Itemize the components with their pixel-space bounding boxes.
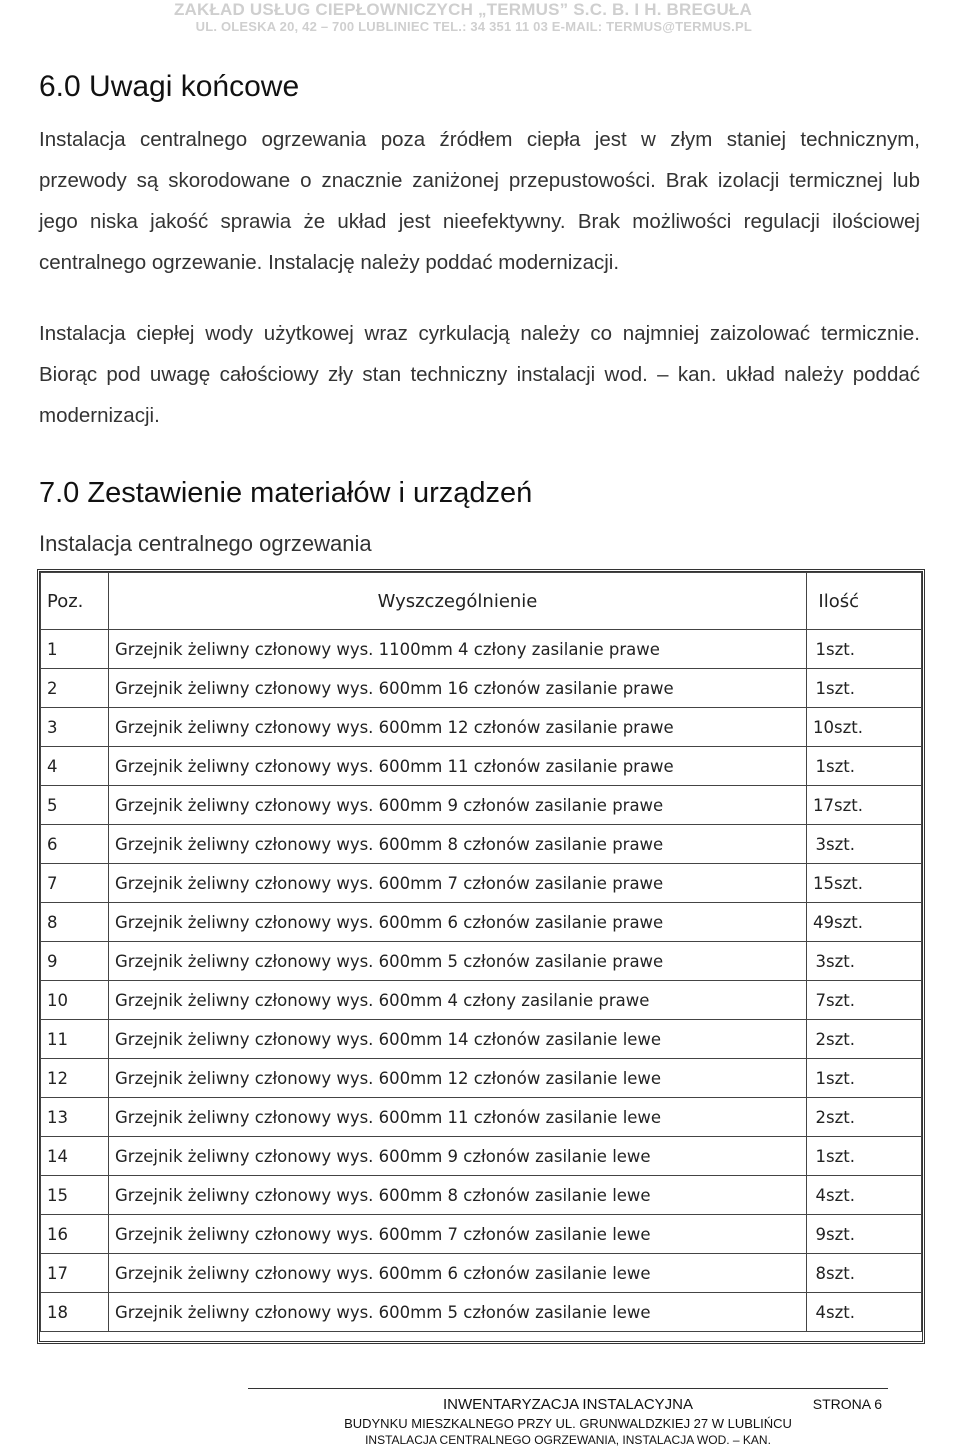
cell-description: Grzejnik żeliwny członowy wys. 600mm 8 członów zasilanie prawe xyxy=(109,825,807,864)
cell-quantity: 1szt. xyxy=(807,747,922,786)
cell-quantity: 3szt. xyxy=(807,942,922,981)
table-row xyxy=(41,864,922,903)
cell-description: Grzejnik żeliwny członowy wys. 600mm 14 członów zasilanie lewe xyxy=(109,1020,807,1059)
cell-quantity: 1szt. xyxy=(807,669,922,708)
cell-quantity: 10szt. xyxy=(807,708,922,747)
table-row xyxy=(41,630,922,669)
table-row xyxy=(41,1293,922,1332)
cell-position: 1 xyxy=(41,630,109,669)
cell-quantity: 17szt. xyxy=(807,786,922,825)
cell-description: Grzejnik żeliwny członowy wys. 600mm 11 członów zasilanie lewe xyxy=(109,1098,807,1137)
section-6-paragraph-2: Instalacja ciepłej wody użytkowej wraz cyrkulacją należy co najmniej zaizolować termicznie. Biorąc pod uwagę całościowy zły stan techniczny instalacji wod. – kan. układ należy poddać modernizacji. xyxy=(39,322,920,427)
cell-description: Grzejnik żeliwny członowy wys. 600mm 5 członów zasilanie lewe xyxy=(109,1293,807,1332)
cell-quantity: 9szt. xyxy=(807,1215,922,1254)
cell-description: Grzejnik żeliwny członowy wys. 600mm 8 członów zasilanie lewe xyxy=(109,1176,807,1215)
cell-quantity: 8szt. xyxy=(807,1254,922,1293)
cell-description: Grzejnik żeliwny członowy wys. 600mm 9 członów zasilanie lewe xyxy=(109,1137,807,1176)
cell-quantity: 1szt. xyxy=(807,1059,922,1098)
cell-position: 3 xyxy=(41,708,109,747)
cell-description: Grzejnik żeliwny członowy wys. 600mm 7 członów zasilanie lewe xyxy=(109,1215,807,1254)
cell-position: 8 xyxy=(41,903,109,942)
footer-building: BUDYNKU MIESZKALNEGO PRZY UL. GRUNWALDZKIEJ 27 W LUBLIŃCU xyxy=(344,1416,792,1431)
section-7-title: 7.0 Zestawienie materiałów i urządzeń xyxy=(39,477,533,509)
table-row xyxy=(41,1098,922,1137)
page-number: STRONA 6 xyxy=(812,1396,882,1412)
table-body xyxy=(41,630,922,1332)
section-6-paragraph-1: Instalacja centralnego ogrzewania poza źródłem ciepła jest w złym staniej technicznym, przewody są skorodowane o znacznie zaniżonej przepustowości. Brak izolacji termicznej lub jego niska jakość sprawia że układ jest nieefektywny. Brak możliwości regulacji ilościowej centralnego ogrzewanie. Instalację należy poddać modernizacji. xyxy=(39,128,920,274)
cell-quantity: 7szt. xyxy=(807,981,922,1020)
table-row xyxy=(41,1059,922,1098)
table-row xyxy=(41,747,922,786)
footer-document-title: INWENTARYZACJA INSTALACYJNA xyxy=(442,1396,694,1413)
cell-description: Grzejnik żeliwny członowy wys. 600mm 4 człony zasilanie prawe xyxy=(109,981,807,1020)
table-row xyxy=(41,981,922,1020)
footer-scope: INSTALACJA CENTRALNEGO OGRZEWANIA, INSTALACJA WOD. – KAN. xyxy=(365,1433,771,1447)
cell-description: Grzejnik żeliwny członowy wys. 600mm 5 członów zasilanie prawe xyxy=(109,942,807,981)
cell-position: 12 xyxy=(41,1059,109,1098)
cell-description: Grzejnik żeliwny członowy wys. 1100mm 4 człony zasilanie prawe xyxy=(109,630,807,669)
table-row xyxy=(41,669,922,708)
cell-description: Grzejnik żeliwny członowy wys. 600mm 12 członów zasilanie prawe xyxy=(109,708,807,747)
cell-quantity: 4szt. xyxy=(807,1293,922,1332)
table-row xyxy=(41,1020,922,1059)
cell-position: 4 xyxy=(41,747,109,786)
column-header-quantity: Ilość xyxy=(807,573,922,630)
table-row xyxy=(41,825,922,864)
cell-description: Grzejnik żeliwny członowy wys. 600mm 6 członów zasilanie prawe xyxy=(109,903,807,942)
cell-position: 18 xyxy=(41,1293,109,1332)
cell-position: 11 xyxy=(41,1020,109,1059)
materials-table xyxy=(37,569,925,1344)
letterhead-address: UL. OLESKA 20, 42 – 700 LUBLINIEC TEL.: 34 351 11 03 E-MAIL: TERMUS@TERMUS.PL xyxy=(195,19,752,34)
section-7-subtitle: Instalacja centralnego ogrzewania xyxy=(39,531,372,556)
table-row xyxy=(41,1215,922,1254)
table-row xyxy=(41,786,922,825)
cell-quantity: 2szt. xyxy=(807,1020,922,1059)
cell-quantity: 4szt. xyxy=(807,1176,922,1215)
letterhead xyxy=(0,0,960,40)
table-row xyxy=(41,708,922,747)
cell-position: 17 xyxy=(41,1254,109,1293)
cell-quantity: 1szt. xyxy=(807,630,922,669)
cell-description: Grzejnik żeliwny członowy wys. 600mm 9 członów zasilanie prawe xyxy=(109,786,807,825)
cell-description: Grzejnik żeliwny członowy wys. 600mm 16 członów zasilanie prawe xyxy=(109,669,807,708)
cell-position: 13 xyxy=(41,1098,109,1137)
cell-description: Grzejnik żeliwny członowy wys. 600mm 6 członów zasilanie lewe xyxy=(109,1254,807,1293)
cell-position: 16 xyxy=(41,1215,109,1254)
table-row xyxy=(41,1176,922,1215)
cell-quantity: 15szt. xyxy=(807,864,922,903)
cell-quantity: 3szt. xyxy=(807,825,922,864)
footer-divider xyxy=(248,1388,888,1389)
cell-quantity: 2szt. xyxy=(807,1098,922,1137)
section-6-title: 6.0 Uwagi końcowe xyxy=(39,70,300,103)
column-header-position: Poz. xyxy=(41,573,109,630)
cell-position: 15 xyxy=(41,1176,109,1215)
cell-quantity: 1szt. xyxy=(807,1137,922,1176)
cell-description: Grzejnik żeliwny członowy wys. 600mm 7 członów zasilanie prawe xyxy=(109,864,807,903)
cell-position: 2 xyxy=(41,669,109,708)
column-header-description: Wyszczególnienie xyxy=(109,573,807,630)
cell-position: 7 xyxy=(41,864,109,903)
letterhead-company: ZAKŁAD USŁUG CIEPŁOWNICZYCH „TERMUS” S.C. B. I H. BREGUŁA xyxy=(173,0,752,19)
table-row xyxy=(41,942,922,981)
table-row xyxy=(41,903,922,942)
cell-position: 5 xyxy=(41,786,109,825)
table-row xyxy=(41,1254,922,1293)
cell-position: 9 xyxy=(41,942,109,981)
cell-position: 14 xyxy=(41,1137,109,1176)
cell-position: 6 xyxy=(41,825,109,864)
table-row xyxy=(41,1137,922,1176)
cell-position: 10 xyxy=(41,981,109,1020)
cell-description: Grzejnik żeliwny członowy wys. 600mm 12 członów zasilanie lewe xyxy=(109,1059,807,1098)
cell-description: Grzejnik żeliwny członowy wys. 600mm 11 członów zasilanie prawe xyxy=(109,747,807,786)
table-header-row xyxy=(41,573,922,630)
cell-quantity: 49szt. xyxy=(807,903,922,942)
